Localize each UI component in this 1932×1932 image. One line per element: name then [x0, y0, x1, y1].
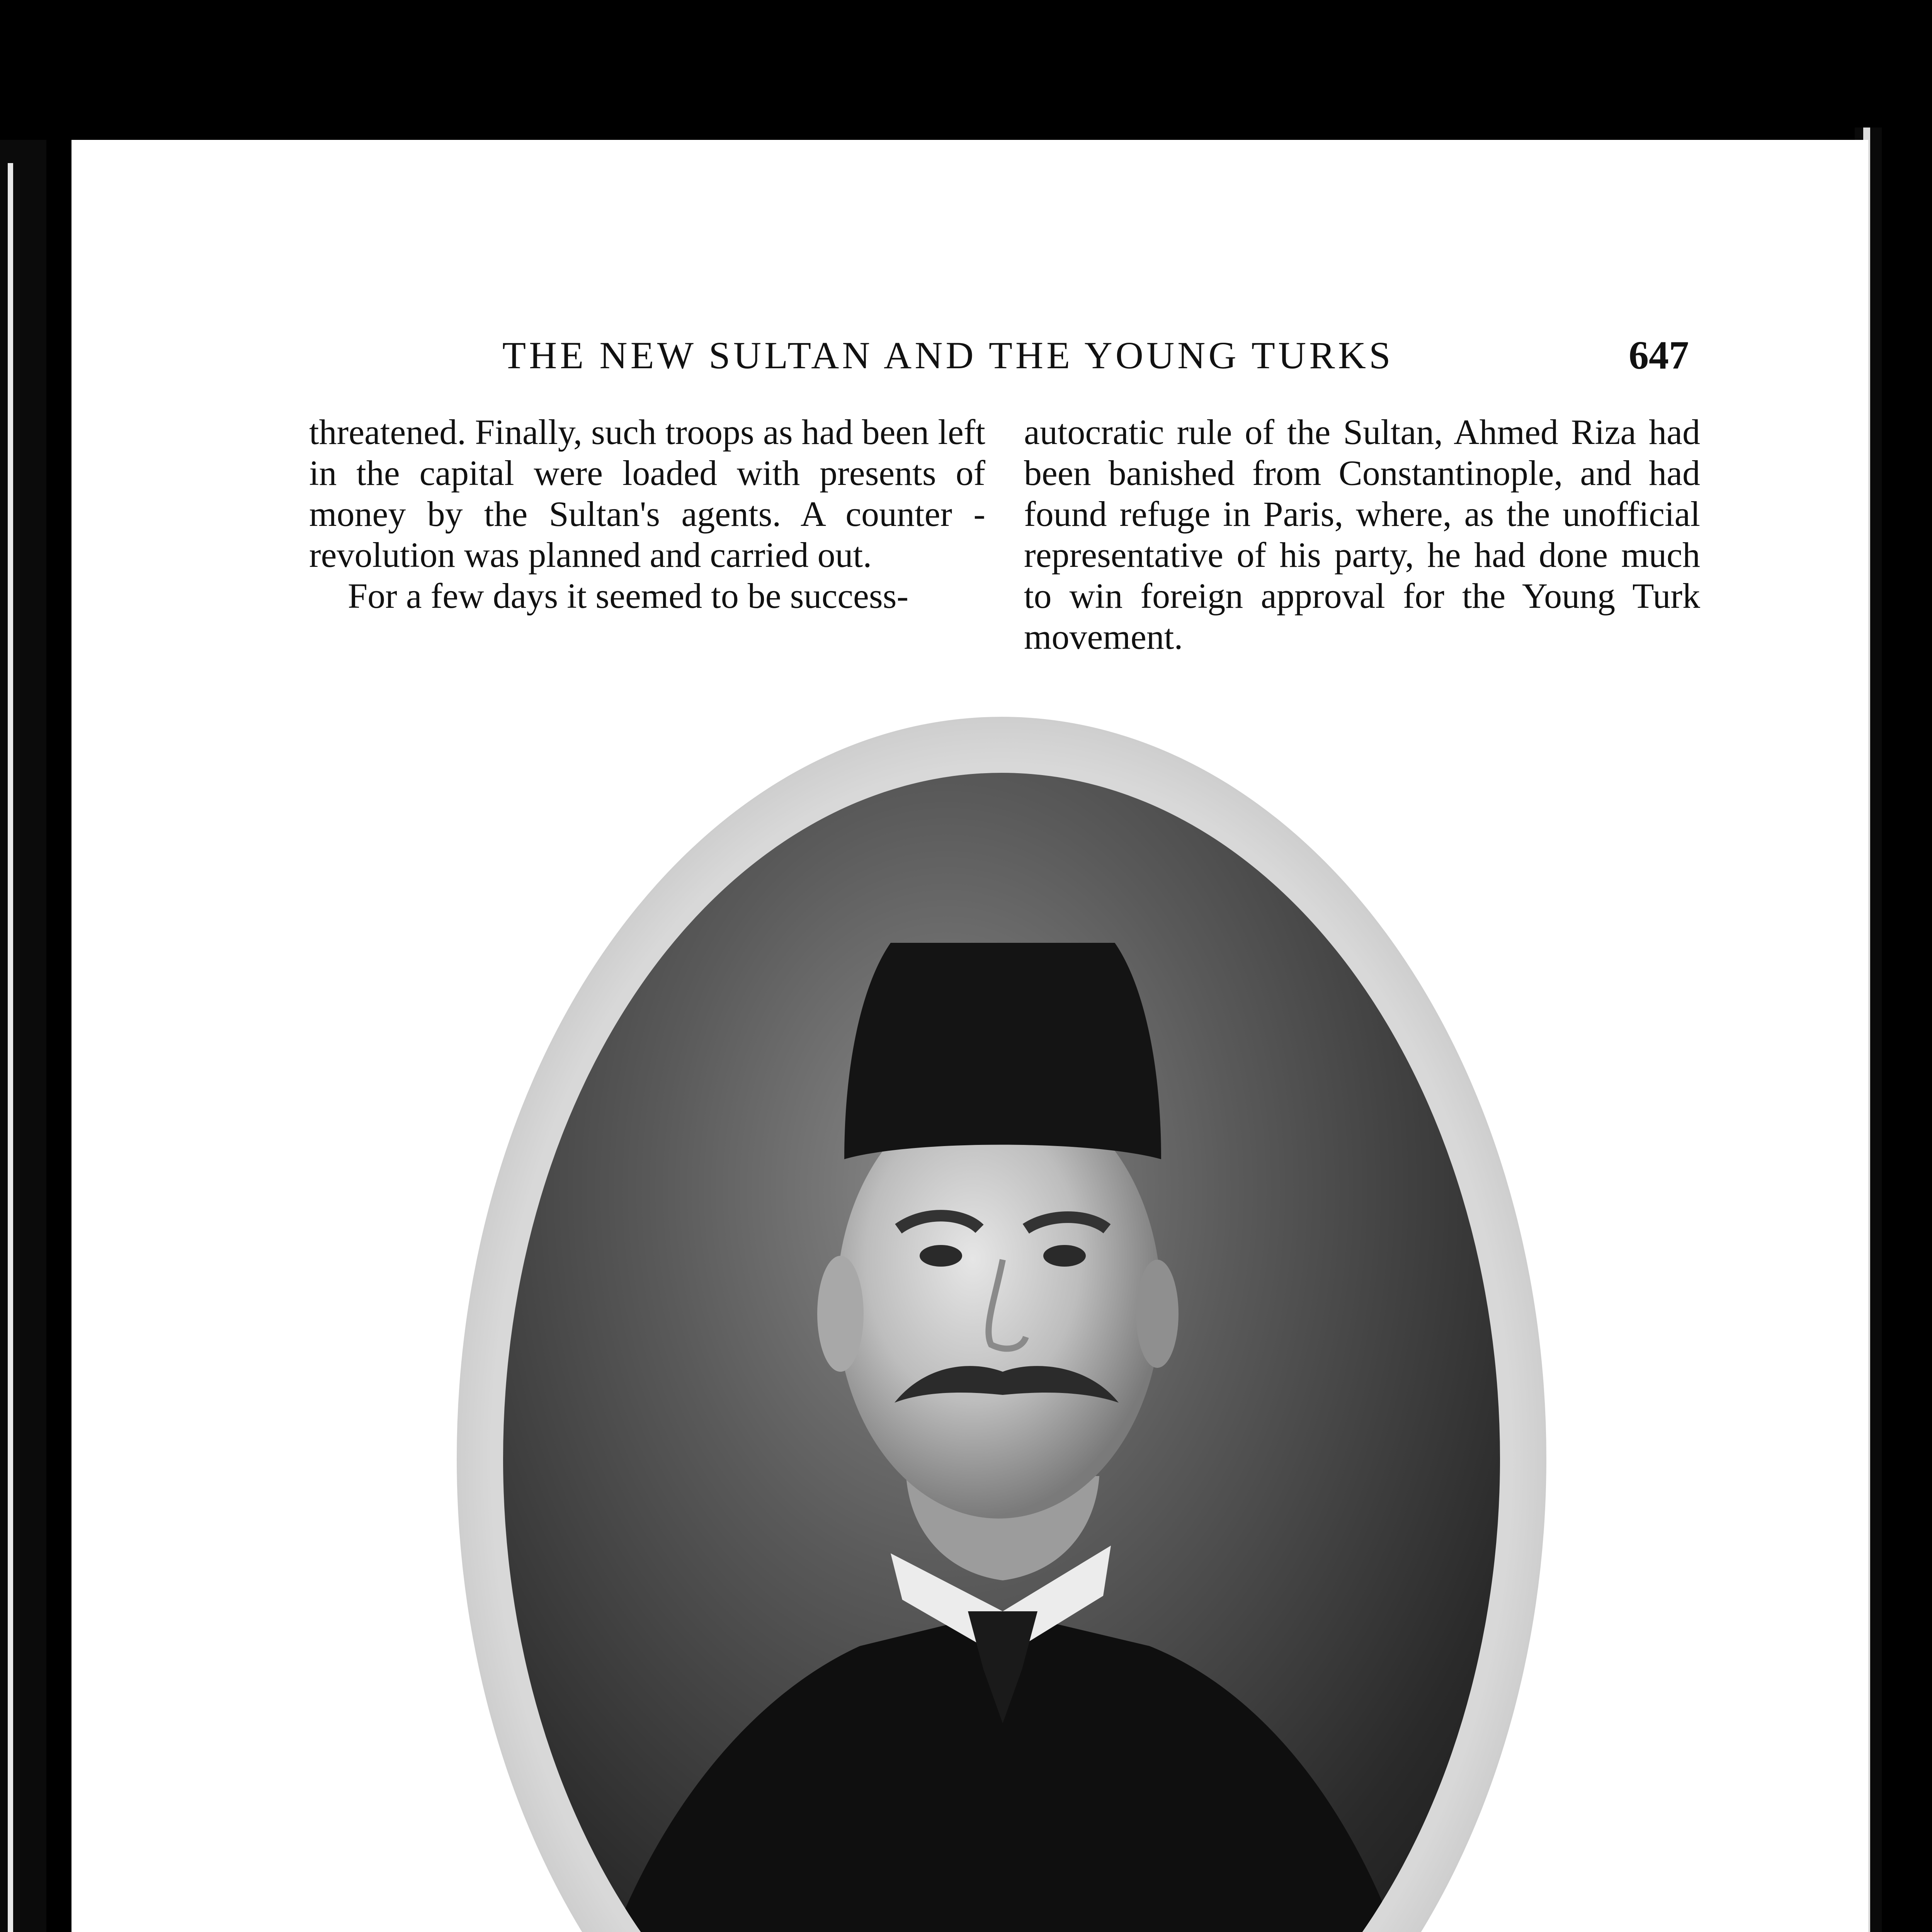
left-eye — [920, 1245, 962, 1267]
top-right-column — [1024, 412, 1700, 657]
right-eye — [1043, 1245, 1086, 1267]
right-ear — [1136, 1260, 1179, 1368]
adjacent-page-edge — [0, 140, 46, 1932]
page-number: 647 — [1629, 333, 1689, 378]
fez — [844, 943, 1161, 1159]
left-ear — [817, 1256, 864, 1372]
sultan-portrait — [454, 711, 1549, 1932]
top-left-column — [309, 412, 985, 616]
paragraph: autocratic rule of the Sultan, Ahmed Riza had been banished from Constantinople, and had found refuge in Paris, where, as the unofficial representative of his party, he had done much to win foreign approval for the Young Turk movement. — [1024, 412, 1700, 656]
paragraph: For a few days it seemed to be success- — [348, 576, 909, 616]
paragraph: threatened. Finally, such troops as had been left in the capital were loaded with presents of money by the Sultan's agents. A counter - revolution was planned and carried out. — [309, 412, 985, 575]
running-title: THE NEW SULTAN AND THE YOUNG TURKS — [502, 334, 1394, 377]
